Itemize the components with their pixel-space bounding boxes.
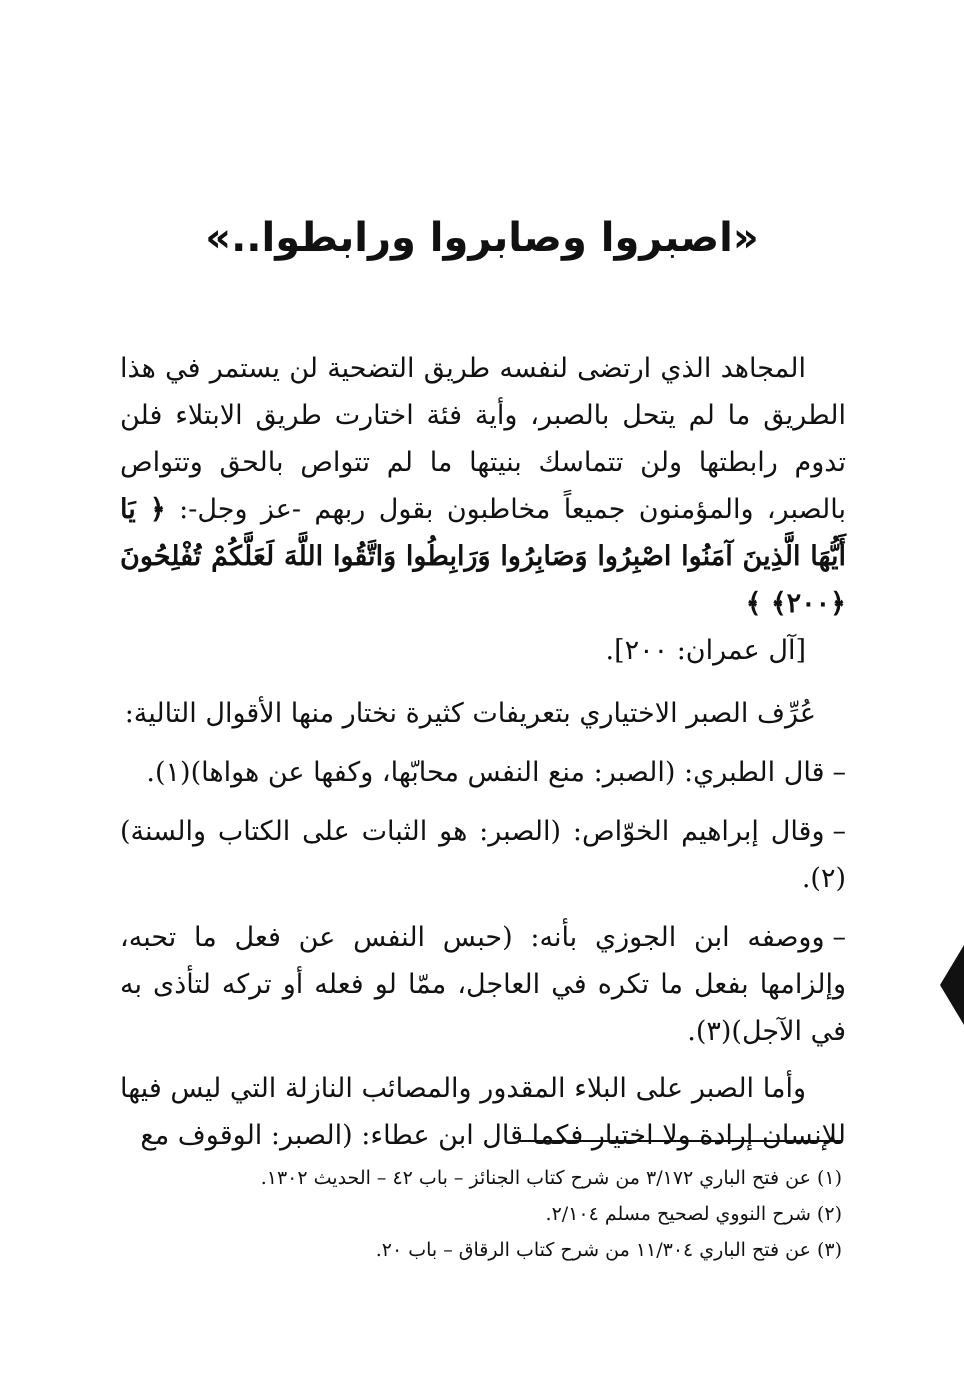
footnote: (١) عن فتح الباري ٣/١٧٢ من شرح كتاب الجنائز – باب ٤٢ – الحديث ١٣٠٢. (260, 1167, 842, 1189)
list-dash: – (832, 816, 846, 847)
definition-text: ووصفه ابن الجوزي بأنه: (حبس النفس عن فعل ما تحبه، وإلزامها بفعل ما تكره في العاجل، ممّا لو فعله أو تركه لتأذى به في الآجل)(٣). (120, 922, 846, 1047)
footnote: (٣) عن فتح الباري ١١/٣٠٤ من شرح كتاب الرقاق – باب ٢٠. (375, 1239, 842, 1261)
list-dash: – (832, 922, 846, 953)
body-text (120, 345, 846, 1159)
chapter-title: «اصبروا وصابروا ورابطوا..» (205, 215, 759, 261)
list-dash: – (832, 757, 846, 788)
quran-verse: ﴿ يَا أَيُّهَا الَّذِينَ آمَنُوا اصْبِرُوا وَصَابِرُوا وَرَابِطُوا وَاتَّقُوا اللَّهَ لَعَلَّكُمْ تُفْلِحُونَ ﴿٢٠٠﴾ ﴾ (120, 494, 846, 619)
footnote: (٢) شرح النووي لصحيح مسلم ٢/١٠٤. (545, 1203, 842, 1225)
intro-paragraph (120, 345, 846, 674)
definition-item (120, 808, 846, 902)
definition-text: وقال إبراهيم الخوّاص: (الصبر: هو الثبات على الكتاب والسنة)(٢). (120, 816, 846, 894)
footnotes (120, 1160, 842, 1268)
definition-item (120, 749, 846, 796)
verse-reference: [آل عمران: ٢٠٠]. (605, 635, 806, 666)
page-edge-marker (940, 945, 964, 1025)
definition-item (120, 914, 846, 1055)
definition-text: قال الطبري: (الصبر: منع النفس محابّها، وكفها عن هواها)(١). (146, 757, 825, 788)
footnote-separator (520, 1140, 842, 1142)
closing-paragraph: وأما الصبر على البلاء المقدور والمصائب النازلة التي ليس فيها للإنسان إرادة ولا اختيار فكما قال ابن عطاء: (الصبر: الوقوف مع (120, 1073, 846, 1151)
definitions-intro: عُرِّف الصبر الاختياري بتعريفات كثيرة نختار منها الأقوال التالية: (124, 698, 816, 729)
intro-text: المجاهد الذي ارتضى لنفسه طريق التضحية لن يستمر في هذا الطريق ما لم يتحل بالصبر، وأية فئة اختارت طريق الابتلاء فلن تدوم رابطتها ولن تتماسك بنيتها ما لم تتواص بالحق وتتواص بالصبر، والمؤمنون جميعاً مخاطبون بقول ربهم -عز وجل-: (120, 353, 846, 525)
